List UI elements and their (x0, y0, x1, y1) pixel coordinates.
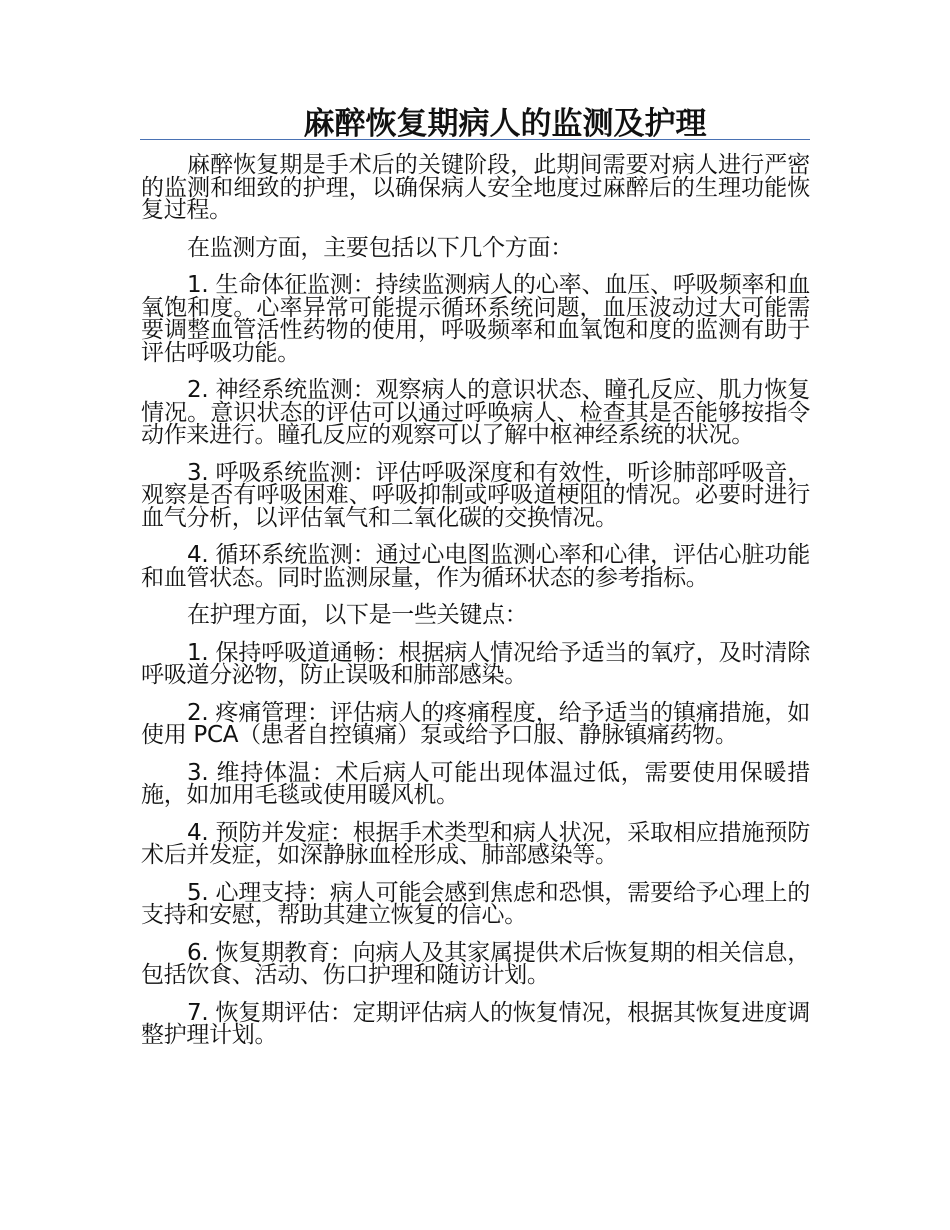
nursing-item-1: 1. 保持呼吸道通畅：根据病人情况给予适当的氧疗，及时清除呼吸道分泌物，防止误吸和肺部感染。 (141, 639, 810, 688)
nursing-item-2: 2. 疼痛管理：评估病人的疼痛程度，给予适当的镇痛措施，如使用 PCA（患者自控镇痛）泵或给予口服、静脉镇痛药物。 (141, 699, 810, 748)
monitoring-item-2: 2. 神经系统监测：观察病人的意识状态、瞳孔反应、肌力恢复情况。意识状态的评估可以通过呼唤病人、检查其是否能够按指令动作来进行。瞳孔反应的观察可以了解中枢神经系统的状况。 (141, 377, 810, 448)
nursing-item-5: 5. 心理支持：病人可能会感到焦虑和恐惧，需要给予心理上的支持和安慰，帮助其建立恢复的信心。 (141, 879, 810, 928)
document-body (141, 154, 810, 1062)
monitoring-item-4: 4. 循环系统监测：通过心电图监测心率和心律，评估心脏功能和血管状态。同时监测尿量，作为循环状态的参考指标。 (141, 542, 810, 591)
nursing-item-4: 4. 预防并发症：根据手术类型和病人状况，采取相应措施预防术后并发症，如深静脉血栓形成、肺部感染等。 (141, 819, 810, 868)
nursing-item-3: 3. 维持体温：术后病人可能出现体温过低，需要使用保暖措施，如加用毛毯或使用暖风机。 (141, 759, 810, 808)
nursing-item-7: 7. 恢复期评估：定期评估病人的恢复情况，根据其恢复进度调整护理计划。 (141, 999, 810, 1048)
monitoring-item-1: 1. 生命体征监测：持续监测病人的心率、血压、呼吸频率和血氧饱和度。心率异常可能提示循环系统问题，血压波动过大可能需要调整血管活性药物的使用，呼吸频率和血氧饱和度的监测有助于评估呼吸功能。 (141, 272, 810, 366)
intro-paragraph: 麻醉恢复期是手术后的关键阶段，此期间需要对病人进行严密的监测和细致的护理，以确保病人安全地度过麻醉后的生理功能恢复过程。 (141, 152, 810, 223)
monitoring-item-3: 3. 呼吸系统监测：评估呼吸深度和有效性，听诊肺部呼吸音，观察是否有呼吸困难、呼吸抑制或呼吸道梗阻的情况。必要时进行血气分析，以评估氧气和二氧化碳的交换情况。 (141, 459, 810, 531)
nursing-item-6: 6. 恢复期教育：向病人及其家属提供术后恢复期的相关信息，包括饮食、活动、伤口护理和随访计划。 (141, 939, 810, 988)
monitoring-heading-paragraph: 在监测方面，主要包括以下几个方面： (187, 234, 573, 261)
nursing-heading-paragraph: 在护理方面，以下是一些关键点： (187, 602, 528, 628)
page-title: 麻醉恢复期病人的监测及护理 (303, 106, 707, 142)
title-underline (140, 139, 810, 140)
